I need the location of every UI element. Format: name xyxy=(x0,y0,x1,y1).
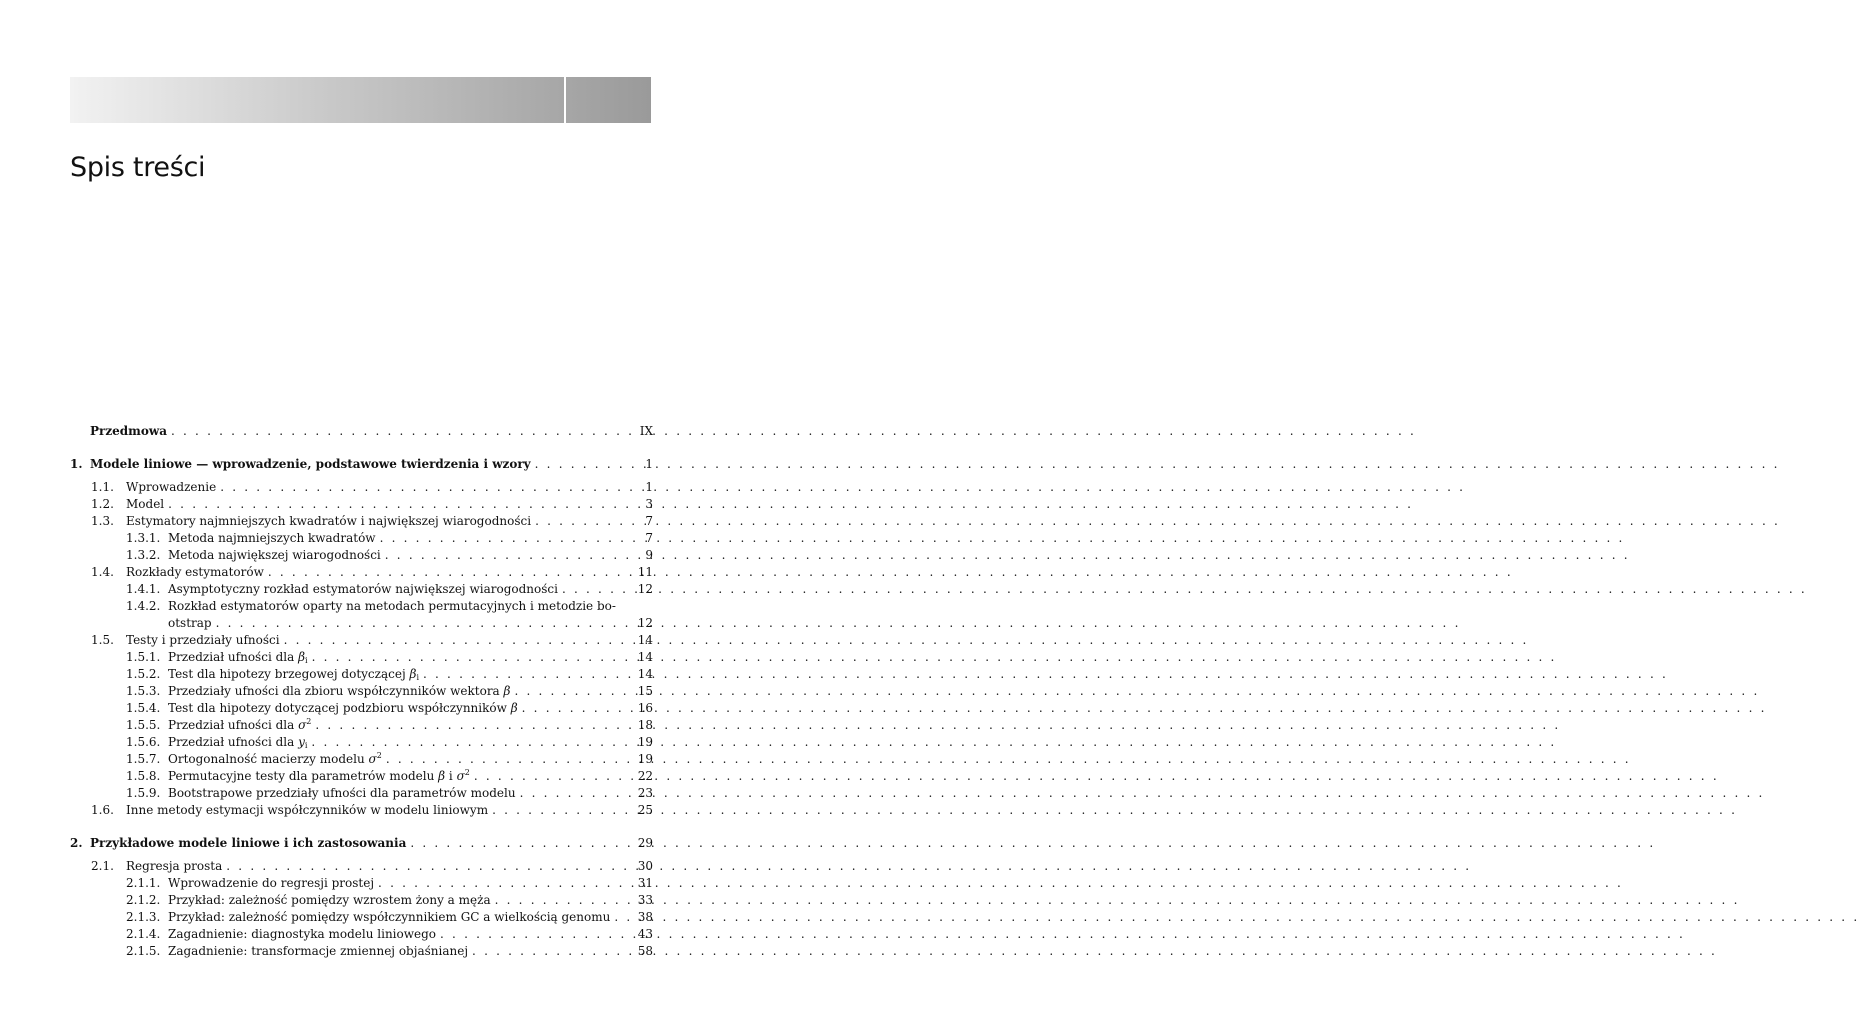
toc-entry-title xyxy=(90,456,531,473)
math-symbol: $\sigma^2$ xyxy=(368,751,382,766)
dot-leader xyxy=(491,892,637,909)
toc-entry-page-number: 25 xyxy=(637,803,653,817)
dot-leader xyxy=(167,423,637,440)
toc-entry-title xyxy=(126,479,216,496)
dot-leader xyxy=(436,926,637,943)
toc-entry-page-number: 33 xyxy=(637,893,653,907)
toc-entry-number: 1.4.2. xyxy=(126,599,161,613)
toc-entry-page-number: 9 xyxy=(645,548,653,562)
table-of-contents xyxy=(70,423,653,960)
toc-entry xyxy=(70,835,653,852)
toc-entry-title-text: Regresja prosta xyxy=(126,859,223,873)
toc-entry-title xyxy=(168,785,516,802)
toc-entry-number: 1.5.9. xyxy=(126,786,161,800)
toc-entry-page-number: 30 xyxy=(637,859,653,873)
toc-entry-page-number: 29 xyxy=(637,836,653,850)
toc-entry-number: 2. xyxy=(70,836,83,850)
toc-entry-number: 1.1. xyxy=(91,480,114,494)
toc-entry-number: 1.5. xyxy=(91,633,114,647)
toc-entry xyxy=(70,734,653,751)
toc-entry xyxy=(70,513,653,530)
toc-entry-page-number: 23 xyxy=(637,786,653,800)
toc-entry-title-text: Ortogonalność macierzy modelu xyxy=(168,752,369,766)
toc-entry-number: 1.6. xyxy=(91,803,114,817)
toc-entry-title-text: Metoda najmniejszych kwadratów xyxy=(168,531,376,545)
toc-entry-title xyxy=(168,909,610,926)
dot-leader xyxy=(558,581,637,598)
toc-entry-title-text: Testy i przedziały ufności xyxy=(126,633,280,647)
toc-entry xyxy=(70,615,653,632)
dot-leader xyxy=(381,547,637,564)
dot-leader xyxy=(516,785,637,802)
dot-leader xyxy=(308,649,637,666)
toc-entry-page-number: 12 xyxy=(637,582,653,596)
toc-entry-title-text: i xyxy=(445,769,457,783)
dot-leader xyxy=(212,615,637,632)
toc-entry-page-number: 58 xyxy=(637,944,653,958)
toc-entry-page-number: 12 xyxy=(637,616,653,630)
toc-entry-number: 2.1. xyxy=(91,859,114,873)
toc-entry-page-number: 31 xyxy=(637,876,653,890)
dot-leader xyxy=(280,632,637,649)
toc-entry-number: 1.4.1. xyxy=(126,582,161,596)
toc-entry-page-number: 19 xyxy=(637,735,653,749)
toc-entry-title xyxy=(168,581,558,598)
toc-entry xyxy=(70,423,653,440)
toc-entry-title-text: Przedział ufności dla xyxy=(168,650,299,664)
toc-entry-title-text: Zagadnienie: diagnostyka modelu liniowego xyxy=(168,927,437,941)
toc-entry xyxy=(70,700,653,717)
toc-entry-title-text: Estymatory najmniejszych kwadratów i największej wiarogodności xyxy=(126,514,532,528)
toc-entry-title-text: Test dla hipotezy brzegowej dotyczącej xyxy=(168,667,410,681)
toc-entry-title xyxy=(168,649,308,666)
toc-entry-page-number: 1 xyxy=(645,457,653,471)
toc-entry-title xyxy=(90,835,406,852)
toc-entry-number: 2.1.4. xyxy=(126,927,161,941)
toc-entry xyxy=(70,751,653,768)
toc-entry-title xyxy=(126,802,488,819)
dot-leader xyxy=(164,496,637,513)
toc-entry-page-number: 7 xyxy=(645,531,653,545)
toc-entry-number: 1.5.5. xyxy=(126,718,161,732)
toc-entry xyxy=(70,909,653,926)
toc-entry-title-text: Wprowadzenie xyxy=(126,480,217,494)
math-symbol: $\beta_i$ xyxy=(298,650,308,665)
math-symbol: $y_i$ xyxy=(298,735,308,750)
toc-entry-title-text: Wprowadzenie do regresji prostej xyxy=(168,876,375,890)
toc-entry xyxy=(70,496,653,513)
toc-entry-title xyxy=(126,564,264,581)
toc-entry xyxy=(70,768,653,785)
toc-entry-number: 1.5.8. xyxy=(126,769,161,783)
dot-leader xyxy=(307,734,637,751)
dot-leader xyxy=(510,683,637,700)
dot-leader xyxy=(419,666,637,683)
toc-entry-title xyxy=(168,666,419,683)
toc-entry-number: 1.5.1. xyxy=(126,650,161,664)
toc-entry-page-number: 15 xyxy=(637,684,653,698)
toc-entry-title xyxy=(126,513,531,530)
toc-entry-page-number: 11 xyxy=(637,565,653,579)
toc-entry-title xyxy=(168,717,311,734)
toc-entry xyxy=(70,632,653,649)
toc-entry-number: 1.3.1. xyxy=(126,531,161,545)
toc-entry-title xyxy=(168,683,510,700)
toc-entry-title-text: Przedział ufności dla xyxy=(168,718,299,732)
banner-divider xyxy=(564,77,566,123)
toc-entry-number: 1.2. xyxy=(91,497,114,511)
math-symbol: β xyxy=(510,701,518,715)
toc-entry xyxy=(70,943,653,960)
toc-entry-title xyxy=(126,496,164,513)
dot-leader xyxy=(376,530,637,547)
toc-entry xyxy=(70,564,653,581)
toc-entry-page-number: 38 xyxy=(637,910,653,924)
toc-entry-title xyxy=(168,768,470,785)
toc-entry xyxy=(70,666,653,683)
toc-entry xyxy=(70,802,653,819)
toc-entry-number: 1.5.2. xyxy=(126,667,161,681)
toc-entry xyxy=(70,530,653,547)
toc-entry-page-number: 14 xyxy=(637,650,653,664)
toc-entry-title-text: Asymptotyczny rozkład estymatorów największej wiarogodności xyxy=(168,582,558,596)
toc-entry xyxy=(70,581,653,598)
toc-entry-number: 1.3.2. xyxy=(126,548,161,562)
dot-leader xyxy=(406,835,637,852)
dot-leader xyxy=(610,909,637,926)
toc-entry-title xyxy=(168,751,382,768)
toc-entry-number: 2.1.1. xyxy=(126,876,161,890)
toc-entry-page-number: 7 xyxy=(645,514,653,528)
toc-entry-page-number: 14 xyxy=(637,633,653,647)
toc-entry-title xyxy=(168,615,212,632)
dot-leader xyxy=(311,717,637,734)
toc-entry xyxy=(70,717,653,734)
toc-entry-number: 2.1.3. xyxy=(126,910,161,924)
toc-entry-title xyxy=(168,598,616,615)
toc-entry-title-text: Przedmowa xyxy=(90,424,167,438)
toc-entry-number: 1.4. xyxy=(91,565,114,579)
math-symbol: β xyxy=(503,684,511,698)
toc-entry-page-number: 1 xyxy=(645,480,653,494)
toc-entry-number: 1.5.3. xyxy=(126,684,161,698)
dot-leader xyxy=(531,513,637,530)
dot-leader xyxy=(531,456,637,473)
toc-entry-title xyxy=(168,926,436,943)
toc-entry-page-number: 16 xyxy=(637,701,653,715)
toc-entry-number: 1.5.7. xyxy=(126,752,161,766)
toc-entry-page-number: 14 xyxy=(637,667,653,681)
dot-leader xyxy=(518,700,637,717)
toc-entry-title-text: Przykład: zależność pomiędzy współczynnikiem GC a wielkością genomu xyxy=(168,910,611,924)
toc-entry-title-text: Przedziały ufności dla zbioru współczynników wektora xyxy=(168,684,504,698)
toc-entry xyxy=(70,892,653,909)
toc-entry xyxy=(70,858,653,875)
math-symbol: β xyxy=(438,769,446,783)
toc-entry xyxy=(70,649,653,666)
header-banner xyxy=(70,77,651,123)
toc-entry-title-text: Inne metody estymacji współczynników w modelu liniowym xyxy=(126,803,489,817)
dot-leader xyxy=(468,943,637,960)
toc-entry-number: 2.1.5. xyxy=(126,944,161,958)
math-symbol: $\sigma^2$ xyxy=(298,717,312,732)
toc-entry-title-text: Metoda największej wiarogodności xyxy=(168,548,381,562)
toc-entry-number: 1. xyxy=(70,457,83,471)
toc-entry-title-text: Zagadnienie: transformacje zmiennej objaśnianej xyxy=(168,944,469,958)
toc-entry-title-text: Rozkład estymatorów oparty na metodach permutacyjnych i metodzie bo- xyxy=(168,599,616,613)
toc-entry xyxy=(70,875,653,892)
toc-entry-page-number: IX xyxy=(639,424,653,438)
dot-leader xyxy=(216,479,637,496)
toc-entry-title-text: Modele liniowe — wprowadzenie, podstawowe twierdzenia i wzory xyxy=(90,457,531,471)
toc-entry-page-number: 18 xyxy=(637,718,653,732)
toc-entry-title xyxy=(126,632,280,649)
toc-entry xyxy=(70,479,653,496)
toc-entry-title-text: Bootstrapowe przedziały ufności dla parametrów modelu xyxy=(168,786,516,800)
page-title: Spis treści xyxy=(70,152,206,183)
dot-leader xyxy=(382,751,637,768)
toc-entry-number: 1.5.4. xyxy=(126,701,161,715)
toc-entry-page-number: 3 xyxy=(645,497,653,511)
math-symbol: $\beta_i$ xyxy=(409,667,419,682)
toc-entry-number: 1.3. xyxy=(91,514,114,528)
toc-entry xyxy=(70,926,653,943)
toc-entry-title-text: Przykładowe modele liniowe i ich zastosowania xyxy=(90,836,407,850)
toc-entry-page-number: 19 xyxy=(637,752,653,766)
toc-entry-title xyxy=(168,700,518,717)
toc-entry-title xyxy=(168,547,381,564)
toc-entry-page-number: 43 xyxy=(637,927,653,941)
toc-entry-title xyxy=(90,423,167,440)
toc-entry xyxy=(70,547,653,564)
dot-leader xyxy=(470,768,637,785)
dot-leader xyxy=(264,564,637,581)
dot-leader xyxy=(222,858,637,875)
toc-entry-title-text: Permutacyjne testy dla parametrów modelu xyxy=(168,769,439,783)
toc-entry-title-text: Przykład: zależność pomiędzy wzrostem żony a męża xyxy=(168,893,491,907)
toc-entry xyxy=(70,683,653,700)
toc-entry-title-text: Rozkłady estymatorów xyxy=(126,565,264,579)
toc-entry-title xyxy=(168,892,491,909)
toc-entry-title xyxy=(168,875,374,892)
toc-entry-number: 2.1.2. xyxy=(126,893,161,907)
math-symbol: $\sigma^2$ xyxy=(456,768,470,783)
toc-entry-title-text: Przedział ufności dla xyxy=(168,735,299,749)
dot-leader xyxy=(374,875,637,892)
toc-entry-title-text: otstrap xyxy=(168,616,212,630)
dot-leader xyxy=(488,802,637,819)
toc-entry xyxy=(70,785,653,802)
toc-entry-title xyxy=(126,858,222,875)
toc-entry-title-text: Model xyxy=(126,497,165,511)
toc-entry-page-number: 22 xyxy=(637,769,653,783)
toc-entry-title xyxy=(168,734,307,751)
toc-entry-title xyxy=(168,943,468,960)
toc-entry-title-text: Test dla hipotezy dotyczącej podzbioru współczynników xyxy=(168,701,511,715)
toc-entry-number: 1.5.6. xyxy=(126,735,161,749)
toc-entry xyxy=(70,456,653,473)
toc-entry xyxy=(70,598,653,615)
toc-entry-title xyxy=(168,530,376,547)
